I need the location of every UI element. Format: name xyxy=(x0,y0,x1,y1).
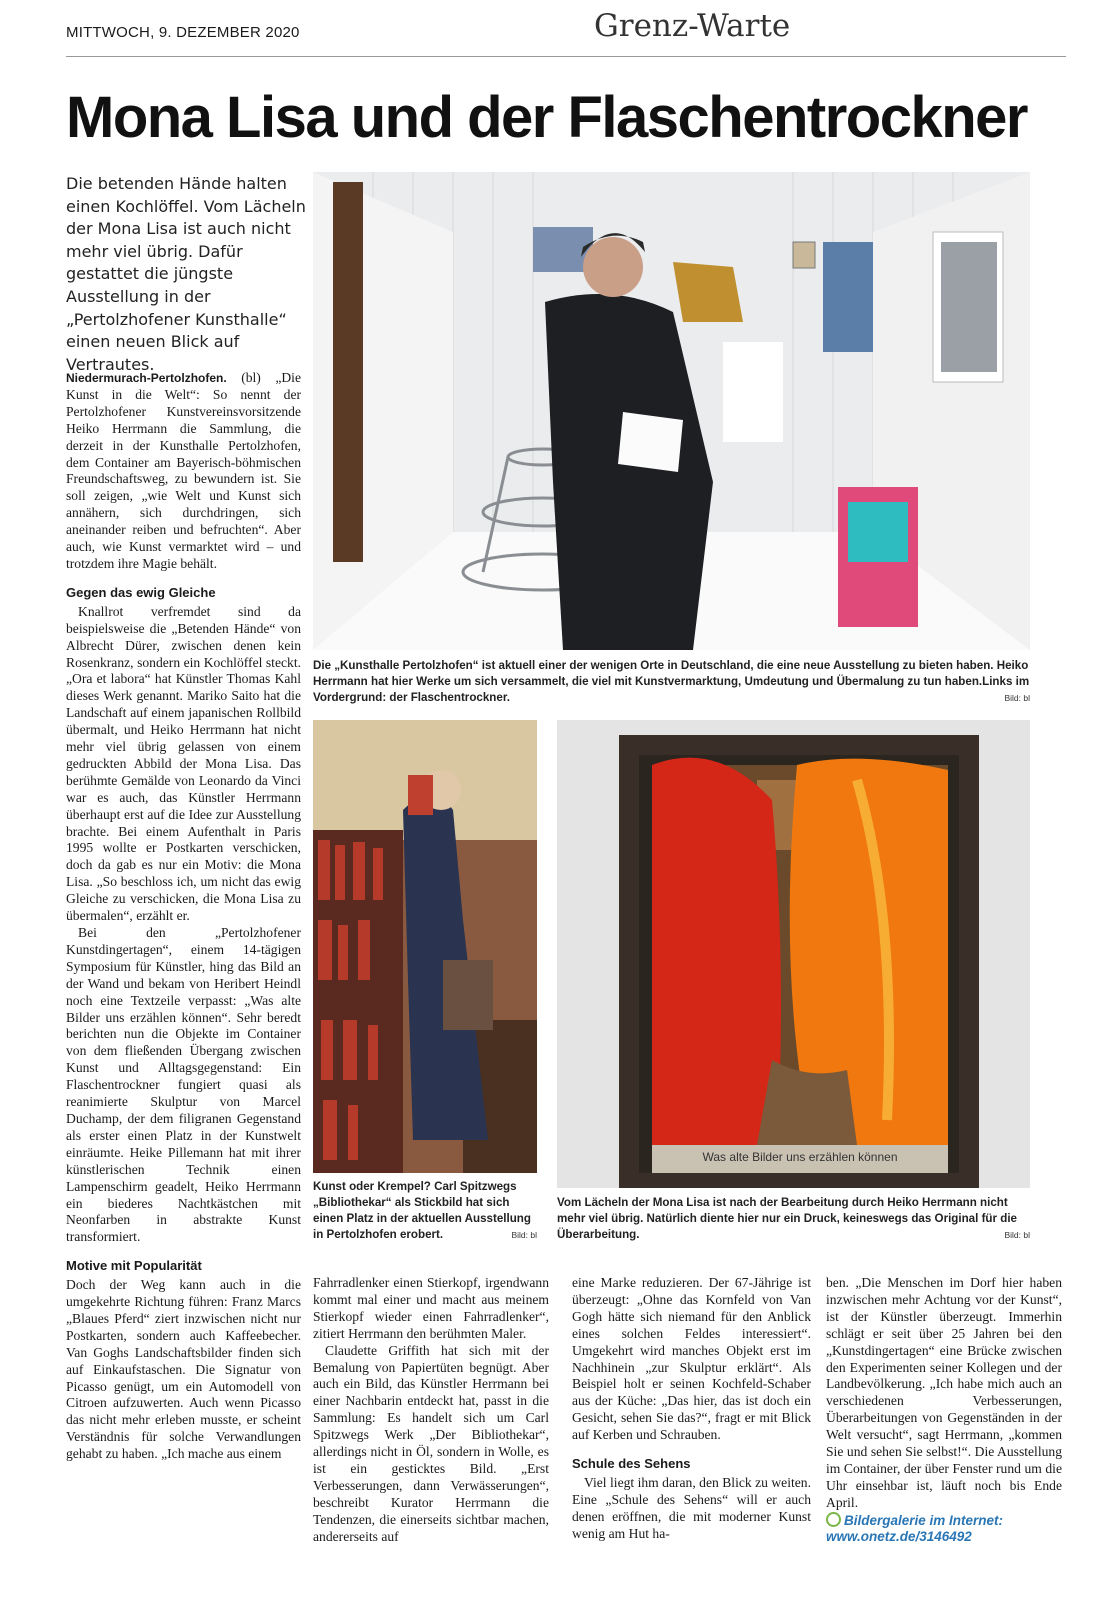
paragraph: Knallrot verfremdet sind da beispielsweise die „Betenden Hände“ von Albrecht Dürer, zwischen denen kein Rosenkranz, sondern ein Kochlöffel steckt. „Ora et labora“ hat Künstler Thomas Kahl dieses Werk genannt. Mariko Saito hat die Landschaft auf einem japanischen Rollbild übermalt, und Heiko Herrmann hat nicht mehr viel übrig gelassen von einem gedruckten Abbild der Mona Lisa. Das berühmte Gemälde von Leonardo da Vinci war es auch, das Künstler Herrmann überhaupt erst auf die Idee zur Ausstellung brachte. Bei einem Aufenthalt in Paris 1995 wollte er Postkarten verschicken, doch da gab es nur ein Motiv: die Mona Lisa. „So beschloss ich, um nicht das ewig Gleiche zu verschicken, die Mona Lisa zu übermalen“, erzählt er. xyxy=(66,603,301,924)
paragraph: eine Marke reduzieren. Der 67-Jährige ist überzeugt: „Ohne das Kornfeld von Van Gogh hätte sich niemand für den Anblick eines solchen Feldes interessiert“. Umgekehrt wird manches Objekt erst im Nachhinein „zur Skulptur erklärt“. Als Beispiel holt er seinen Kochfeld-Schaber aus der Küche: „Das hier, das ist doch ein Gesicht, sehen Sie das?“, fragt er mit Blick auf Kerben und Schrauben. xyxy=(572,1275,811,1443)
caption-text: Vom Lächeln der Mona Lisa ist nach der Bearbeitung durch Heiko Herrmann nicht mehr viel übrig. Natürlich diente hier nur ein Druck, keineswegs das Original für die Überarbeitung. xyxy=(557,1196,1018,1241)
subheading: Schule des Sehens xyxy=(572,1456,691,1472)
gallery-url[interactable]: www.onetz.de/3146492 xyxy=(826,1528,972,1544)
article-column-2 xyxy=(313,1275,549,1546)
paragraph: (bl) „Die Kunst in die Welt“: So nennt der Pertolzhofener Kunstvereinsvorsitzende Heiko Herrmann die Sammlung, die derzeit in der Kunsthalle Pertolzhofen, dem Container am Bayerisch-böhmischen Freundschaftsweg, zu bewundern ist. Sie soll zeigen, „wie Welt und Kunst sich annähern, sich durchdringen, sich aneinander reiben und befruchten“. Aber auch, wie Kunst vermarktet wird – und trotzdem ihre Magie behält. xyxy=(66,370,301,571)
monalisa-strip-text: Was alte Bilder uns erzählen können xyxy=(702,1150,898,1164)
paragraph: Fahrradlenker einen Stierkopf, irgendwann kommt mal einer und macht aus meinem Stierkopf wieder einen Fahrradlenker“, zitiert Herrmann den berühmten Maler. xyxy=(313,1275,549,1341)
photo-credit: Bild: bl xyxy=(1004,693,1030,703)
paragraph: Claudette Griffith hat sich mit der Bemalung von Papiertüten begnügt. Aber auch ein Bild, das Künstler Herrmann bei einer Nachbarin entdeckt hat, passt in die Sammlung: Es handelt sich um Carl Spitzwegs Werk „Der Bibliothekar“, allerdings nicht in Öl, sondern in Wolle, es ist ein gesticktes Bild. „Erst Verbesserungen, dann Verwässerungen“, beschreibt Kurator Herrmann die Tendenzen, die einerseits sichtbar machen, andererseits auf xyxy=(313,1342,549,1544)
embroidery-caption xyxy=(313,1179,537,1243)
subheading: Motive mit Popularität xyxy=(66,1258,202,1274)
monalisa-caption xyxy=(557,1195,1030,1243)
paragraph: ben. „Die Menschen im Dorf hier haben inzwischen mehr Achtung vor der Kunst“, ist der Künstler überzeugt. Immerhin schlägt er seit über 25 Jahren bei den „Kunstdingertagen“ eine Brücke zwischen den Experimenten seiner Kollegen und der Landbevölkerung. „Ich habe mich auch an verschiedenen Verbesserungen, Überarbeitungen von Gegenständen in der Welt versucht“, sagt Herrmann, „kommen Sie und sehen Sie selbst!“. Die Ausstellung im Container, der über Fenster rund um die Uhr einsehbar ist, läuft noch bis Ende April. xyxy=(826,1275,1062,1510)
paragraph: Doch der Weg kann auch in die umgekehrte Richtung führen: Franz Marcs „Blaues Pferd“ ziert inzwischen nicht nur Postkarten, sondern auch Kaffeebecher. Van Goghs Landschaftsbilder finden sich auf Einkaufstaschen. Die Signatur von Picasso genügt, um ein Automodell von Citroen aufzuwerten. Auch wenn Picasso das nicht mehr erleben musste, er scheint Verständnis für solche Verwandlungen gehabt zu haben. „Ich mache aus einem xyxy=(66,1277,301,1462)
lead-paragraph: Die betenden Hände halten einen Kochlöffel. Vom Lächeln der Mona Lisa ist auch nicht mehr viel übrig. Dafür gestattet die jüngste Ausstellung in der „Pertolzhofener Kunsthalle“ einen neuen Blick auf Vertrautes. xyxy=(66,174,306,374)
article-column-1 xyxy=(66,370,301,1463)
caption-text: Kunst oder Krempel? Carl Spitzwegs „Bibliothekar“ als Stickbild hat sich einen Platz in der aktuellen Ausstellung in Pertolzhofen erobert. xyxy=(313,1180,531,1241)
subheading: Gegen das ewig Gleiche xyxy=(66,584,216,600)
overpainted-monalisa-image xyxy=(557,720,1030,1188)
dateline: MITTWOCH, 9. DEZEMBER 2020 xyxy=(66,24,300,41)
paragraph: Bei den „Pertolzhofener Kunstdingertagen“, einem 14-tägigen Symposium für Künstler, hing das Bild an der Wand und bekam von Heribert Heindl noch eine Textzeile verpasst: „Was alte Bilder uns erzählen können“. Sehr beredt berichten nun die Objekte im Container von dem fließenden Übergang zwischen Kunst und Alltagsgegenstand: Ein Flaschentrockner fungiert quasi als reanimierte Skulptur von Marcel Duchamp, der dem filigranen Gegenstand als erster einen Platz in der Kunstwelt einräumte. Heike Pillemann hat mit ihrer künstlerischen Technik einen Lampenschirm geadelt, Heiko Herrmann ein biederes Nachtkästchen mit Neonfarben in abstrakte Kunst transformiert. xyxy=(66,925,301,1245)
gallery-circle-icon xyxy=(826,1512,841,1527)
gallery-label: Bildergalerie im Internet: xyxy=(844,1512,1004,1528)
container-interior-image xyxy=(313,172,1030,650)
paragraph: Viel liegt ihm daran, den Blick zu weiten. Eine „Schule des Sehens“ will er auch denen eröffnen, die mit moderner Kunst wenig am Hut ha- xyxy=(572,1474,811,1541)
article-column-3 xyxy=(572,1275,811,1543)
photo-credit: Bild: bl xyxy=(511,1230,537,1240)
masthead: Grenz-Warte xyxy=(594,8,791,44)
header-rule xyxy=(66,56,1066,57)
caption-text: Die „Kunsthalle Pertolzhofen“ ist aktuell einer der wenigen Orte in Deutschland, die eine neue Ausstellung zu bieten haben. Heiko Herrmann hat hier Werke um sich versammelt, die viel mit Kunstvermarktung, Umdeutung und Übermalung zu tun haben.Links im Vordergrund: der Flaschentrockner. xyxy=(313,659,1030,704)
headline: Mona Lisa und der Flaschentrockner xyxy=(66,85,1027,150)
article-column-4 xyxy=(826,1275,1062,1545)
main-photo xyxy=(313,172,1030,650)
photo-credit: Bild: bl xyxy=(1004,1230,1030,1240)
monalisa-photo xyxy=(557,720,1030,1188)
gallery-link[interactable] xyxy=(826,1512,1062,1545)
embroidery-photo xyxy=(313,720,537,1173)
dateline-place: Niedermurach-Pertolzhofen. xyxy=(66,371,227,385)
bibliothekar-embroidery-image xyxy=(313,720,537,1173)
main-photo-caption xyxy=(313,658,1030,706)
